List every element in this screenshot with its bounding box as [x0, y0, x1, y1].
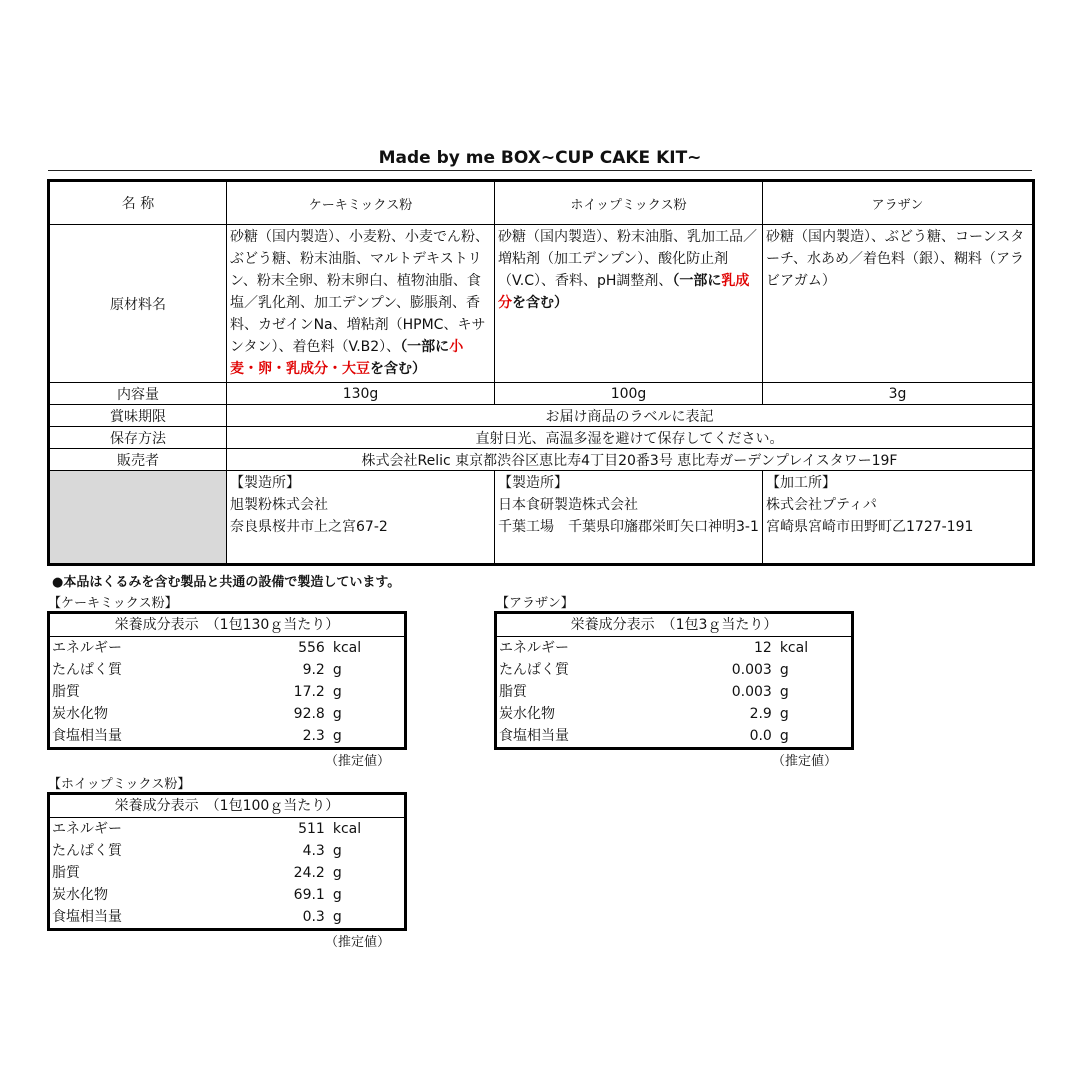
- ingredients-cake-mix: [227, 225, 495, 383]
- nutrient-value: 12: [754, 640, 772, 656]
- nutrient-name: エネルギー: [52, 821, 122, 837]
- nutrient-unit: g: [779, 706, 789, 722]
- manufacturer-tag: 【製造所】: [230, 475, 300, 491]
- nutrition-row: [496, 681, 853, 703]
- product-info-table: [47, 179, 1035, 566]
- nutrition-label-whip-mix: 【ホイップミックス粉】: [48, 777, 191, 792]
- ingredients-row: [49, 225, 1034, 383]
- nutrition-row: [496, 659, 853, 681]
- storage-value: 直射日光、高温多湿を避けて保存してください。: [227, 427, 1034, 449]
- nutrient-value: 0.3: [302, 909, 325, 925]
- nutrient-unit: kcal: [779, 640, 809, 656]
- nutrition-row: [49, 818, 406, 841]
- estimate-note-arazan: （推定値）: [772, 754, 838, 769]
- ingredients-whip-mix: [495, 225, 763, 383]
- estimate-note-whip-mix: （推定値）: [325, 935, 391, 950]
- nutrient-name: エネルギー: [52, 640, 122, 656]
- content-label: 内容量: [49, 383, 227, 405]
- manufacturer-tag: 【加工所】: [766, 475, 836, 491]
- nutrient-unit: g: [332, 728, 342, 744]
- nutrient-name: 食塩相当量: [52, 909, 122, 925]
- nutrient-name: たんぱく質: [52, 843, 122, 859]
- nutrition-row: [49, 725, 406, 749]
- expiry-row: [49, 405, 1034, 427]
- nutrient-unit: g: [332, 887, 342, 903]
- manufacturer-whip-mix: [495, 471, 763, 565]
- allergen-prefix: （一部に: [672, 273, 722, 289]
- nutrient-name: たんぱく質: [52, 662, 122, 678]
- nutrition-header: 栄養成分表示 （1包130ｇ当たり）: [49, 613, 406, 637]
- allergen-suffix: を含む）: [370, 361, 426, 377]
- title-underline: [48, 170, 1032, 171]
- nutrient-unit: g: [332, 662, 342, 678]
- manufacturer-name: 旭製粉株式会社: [230, 497, 328, 513]
- nutrient-name: 食塩相当量: [499, 728, 569, 744]
- nutrient-value: 0.003: [731, 684, 772, 700]
- nutrient-unit: g: [332, 843, 342, 859]
- nutrition-table-cake-mix: [47, 611, 407, 750]
- nutrition-row: [49, 884, 406, 906]
- storage-row: [49, 427, 1034, 449]
- nutrition-header: 栄養成分表示 （1包100ｇ当たり）: [49, 794, 406, 818]
- nutrition-table-arazan: [494, 611, 854, 750]
- nutrient-unit: g: [779, 662, 789, 678]
- header-row: [49, 181, 1034, 225]
- nutrient-unit: g: [779, 728, 789, 744]
- nutrition-row: [496, 703, 853, 725]
- content-cake-mix: 130g: [227, 383, 495, 405]
- seller-row: [49, 449, 1034, 471]
- nutrient-unit: g: [779, 684, 789, 700]
- nutrition-header-row: [496, 613, 853, 637]
- nutrient-value: 92.8: [293, 706, 325, 722]
- ingredients-text: 砂糖（国内製造）、小麦粉、小麦でん粉、ぶどう糖、粉末油脂、マルトデキストリン、粉末全卵、粉末卵白、植物油脂、食塩／乳化剤、加工デンプン、膨脹剤、香料、カゼインNa、増粘剤（HPMC、キサンタン）、着色料（V.B2）、: [230, 229, 489, 355]
- nutrient-unit: kcal: [332, 821, 362, 837]
- nutrient-value: 4.3: [302, 843, 325, 859]
- nutrient-unit: g: [332, 865, 342, 881]
- nutrition-row: [49, 840, 406, 862]
- seller-label: 販売者: [49, 449, 227, 471]
- nutrient-name: 炭水化物: [52, 887, 108, 903]
- nutrition-row: [49, 637, 406, 660]
- allergen-list: 乳成分: [498, 273, 750, 311]
- allergen-prefix: （一部に: [400, 339, 450, 355]
- expiry-value: お届け商品のラベルに表記: [227, 405, 1034, 427]
- nutrient-value: 69.1: [293, 887, 325, 903]
- ingredients-text: 砂糖（国内製造）、粉末油脂、乳加工品／増粘剤（加工デンプン）、酸化防止剤（V.C）、香料、pH調整剤、: [498, 229, 757, 289]
- nutrient-name: 炭水化物: [499, 706, 555, 722]
- nutrition-row: [496, 637, 853, 660]
- nutrient-unit: g: [332, 684, 342, 700]
- manufacturer-row: [49, 471, 1034, 565]
- nutrition-label-cake-mix: 【ケーキミックス粉】: [48, 596, 178, 611]
- nutrient-value: 2.3: [302, 728, 325, 744]
- nutrition-row: [49, 703, 406, 725]
- product-name-cake-mix: ケーキミックス粉: [227, 181, 495, 225]
- nutrition-header-row: [49, 794, 406, 818]
- allergen-list: 小麦・卵・乳成分・大豆: [230, 339, 464, 377]
- nutrition-row: [496, 725, 853, 749]
- nutrient-unit: g: [332, 909, 342, 925]
- manufacturer-name: 日本食研製造株式会社: [498, 497, 638, 513]
- content-whip-mix: 100g: [495, 383, 763, 405]
- nutrient-name: 食塩相当量: [52, 728, 122, 744]
- product-name-whip-mix: ホイップミックス粉: [495, 181, 763, 225]
- ingredients-arazan: 砂糖（国内製造）、ぶどう糖、コーンスターチ、水あめ／着色料（銀）、糊料（アラビアガム）: [763, 225, 1034, 383]
- manufacturer-tag: 【製造所】: [498, 475, 568, 491]
- document-title: Made by me BOX~CUP CAKE KIT~: [378, 148, 702, 168]
- nutrient-value: 2.9: [749, 706, 772, 722]
- manufacturer-address: 千葉工場 千葉県印旛郡栄町矢口神明3-1: [498, 519, 759, 535]
- manufacturer-arazan: [763, 471, 1034, 565]
- manufacturer-name: 株式会社プティパ: [766, 497, 877, 513]
- nutrition-label-arazan: 【アラザン】: [496, 596, 574, 611]
- nutrition-header-row: [49, 613, 406, 637]
- nutrient-name: 脂質: [499, 684, 527, 700]
- storage-label: 保存方法: [49, 427, 227, 449]
- manufacturer-address: 奈良県桜井市上之宮67-2: [230, 519, 388, 535]
- nutrient-value: 556: [298, 640, 325, 656]
- nutrient-value: 0.0: [749, 728, 772, 744]
- name-label: 名 称: [49, 181, 227, 225]
- estimate-note-cake-mix: （推定値）: [325, 754, 391, 769]
- nutrition-row: [49, 659, 406, 681]
- nutrient-value: 0.003: [731, 662, 772, 678]
- nutrient-unit: g: [332, 706, 342, 722]
- nutrient-value: 24.2: [293, 865, 325, 881]
- nutrient-value: 9.2: [302, 662, 325, 678]
- nutrient-name: エネルギー: [499, 640, 569, 656]
- nutrition-row: [49, 862, 406, 884]
- nutrition-header: 栄養成分表示 （1包3ｇ当たり）: [496, 613, 853, 637]
- nutrient-name: たんぱく質: [499, 662, 569, 678]
- manufacturer-address: 宮崎県宮崎市田野町乙1727-191: [766, 519, 974, 535]
- allergen-facility-note: ●本品はくるみを含む製品と共通の設備で製造しています。: [52, 575, 401, 590]
- nutrition-table-whip-mix: [47, 792, 407, 931]
- nutrient-unit: kcal: [332, 640, 362, 656]
- nutrient-value: 17.2: [293, 684, 325, 700]
- nutrient-name: 脂質: [52, 684, 80, 700]
- manufacturer-label-blank: [49, 471, 227, 565]
- nutrition-row: [49, 681, 406, 703]
- manufacturer-cake-mix: [227, 471, 495, 565]
- ingredients-label: 原材料名: [49, 225, 227, 383]
- content-row: [49, 383, 1034, 405]
- seller-value: 株式会社Relic 東京都渋谷区恵比寿4丁目20番3号 恵比寿ガーデンプレイスタワー19F: [227, 449, 1034, 471]
- nutrition-row: [49, 906, 406, 930]
- content-arazan: 3g: [763, 383, 1034, 405]
- product-name-arazan: アラザン: [763, 181, 1034, 225]
- nutrient-value: 511: [298, 821, 325, 837]
- expiry-label: 賞味期限: [49, 405, 227, 427]
- allergen-suffix: を含む）: [512, 295, 568, 311]
- nutrient-name: 炭水化物: [52, 706, 108, 722]
- nutrient-name: 脂質: [52, 865, 80, 881]
